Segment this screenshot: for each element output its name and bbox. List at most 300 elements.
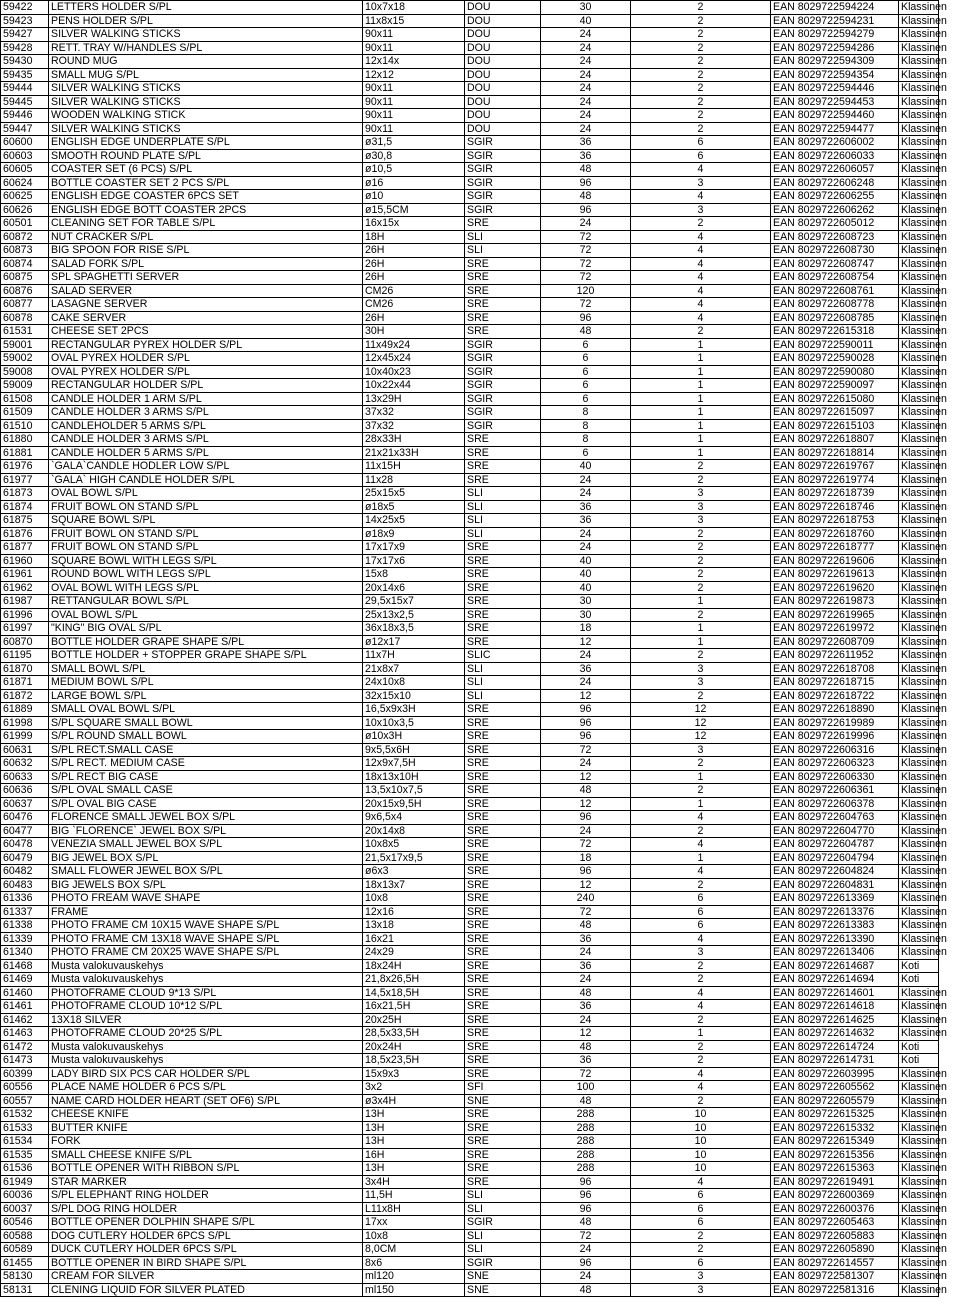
table-row <box>1 1256 939 1270</box>
item-ean: EAN 8029722594453 <box>771 95 899 109</box>
item-description: SILVER WALKING STICKS <box>49 82 363 96</box>
item-code: 61468 <box>1 959 49 973</box>
item-code: 61337 <box>1 905 49 919</box>
item-pack: 1 <box>631 635 771 649</box>
table-row <box>1 230 939 244</box>
item-ean: EAN 8029722613406 <box>771 946 899 960</box>
item-size: 18H <box>363 230 465 244</box>
item-ean: EAN 8029722581316 <box>771 1283 899 1297</box>
item-code: 61339 <box>1 932 49 946</box>
item-category: Klassinen <box>899 1027 939 1041</box>
item-code: 61870 <box>1 662 49 676</box>
item-material: DOU <box>465 1 541 15</box>
item-description: LADY BIRD SIX PCS CAR HOLDER S/PL <box>49 1067 363 1081</box>
item-code: 61510 <box>1 419 49 433</box>
item-size: 30H <box>363 325 465 339</box>
item-size: ø12x17 <box>363 635 465 649</box>
item-code: 59423 <box>1 14 49 28</box>
item-quantity: 24 <box>541 109 631 123</box>
item-quantity: 6 <box>541 365 631 379</box>
item-category: Klassinen <box>899 298 939 312</box>
item-ean: EAN 8029722608730 <box>771 244 899 258</box>
item-ean: EAN 8029722618760 <box>771 527 899 541</box>
table-row <box>1 838 939 852</box>
item-pack: 3 <box>631 1270 771 1284</box>
item-pack: 3 <box>631 1283 771 1297</box>
item-code: 58131 <box>1 1283 49 1297</box>
item-pack: 3 <box>631 946 771 960</box>
item-size: 21x8x7 <box>363 662 465 676</box>
item-ean: EAN 8029722615080 <box>771 392 899 406</box>
item-code: 61872 <box>1 689 49 703</box>
item-pack: 6 <box>631 1216 771 1230</box>
table-row <box>1 1013 939 1027</box>
table-row <box>1 28 939 42</box>
item-code: 61871 <box>1 676 49 690</box>
item-description: OVAL BOWL S/PL <box>49 487 363 501</box>
item-code: 61462 <box>1 1013 49 1027</box>
item-description: BOTTLE OPENER DOLPHIN SHAPE S/PL <box>49 1216 363 1230</box>
item-quantity: 120 <box>541 284 631 298</box>
item-ean: EAN 8029722594286 <box>771 41 899 55</box>
item-ean: EAN 8029722619613 <box>771 568 899 582</box>
item-description: COASTER SET (6 PCS) S/PL <box>49 163 363 177</box>
item-description: LASAGNE SERVER <box>49 298 363 312</box>
item-description: SILVER WALKING STICKS <box>49 28 363 42</box>
item-material: SLI <box>465 244 541 258</box>
item-code: 61473 <box>1 1054 49 1068</box>
item-description: FRUIT BOWL ON STAND S/PL <box>49 500 363 514</box>
item-pack: 4 <box>631 838 771 852</box>
item-ean: EAN 8029722614687 <box>771 959 899 973</box>
item-code: 60588 <box>1 1229 49 1243</box>
item-code: 60501 <box>1 217 49 231</box>
item-material: SRE <box>465 986 541 1000</box>
item-category: Koti <box>899 1040 939 1054</box>
item-code: 61999 <box>1 730 49 744</box>
item-quantity: 36 <box>541 662 631 676</box>
item-code: 60625 <box>1 190 49 204</box>
item-pack: 2 <box>631 122 771 136</box>
item-quantity: 12 <box>541 1027 631 1041</box>
item-description: Musta valokuvauskehys <box>49 1040 363 1054</box>
item-category: Klassinen <box>899 325 939 339</box>
item-code: 61532 <box>1 1108 49 1122</box>
item-pack: 2 <box>631 1040 771 1054</box>
item-quantity: 96 <box>541 203 631 217</box>
item-pack: 3 <box>631 743 771 757</box>
item-ean: EAN 8029722605463 <box>771 1216 899 1230</box>
item-description: BUTTER KNIFE <box>49 1121 363 1135</box>
table-row <box>1 392 939 406</box>
item-quantity: 24 <box>541 55 631 69</box>
item-pack: 1 <box>631 365 771 379</box>
item-code: 59002 <box>1 352 49 366</box>
item-quantity: 288 <box>541 1108 631 1122</box>
item-material: SRE <box>465 878 541 892</box>
item-ean: EAN 8029722594460 <box>771 109 899 123</box>
table-row <box>1 797 939 811</box>
item-description: SMALL CHEESE KNIFE S/PL <box>49 1148 363 1162</box>
item-category: Klassinen <box>899 662 939 676</box>
item-pack: 2 <box>631 82 771 96</box>
item-code: 60036 <box>1 1189 49 1203</box>
item-material: SRE <box>465 770 541 784</box>
item-description: FLORENCE SMALL JEWEL BOX S/PL <box>49 811 363 825</box>
item-code: 61472 <box>1 1040 49 1054</box>
item-description: CHEESE SET 2PCS <box>49 325 363 339</box>
item-size: 29,5x15x7 <box>363 595 465 609</box>
item-ean: EAN 8029722604824 <box>771 865 899 879</box>
item-material: SRE <box>465 1148 541 1162</box>
item-ean: EAN 8029722613376 <box>771 905 899 919</box>
table-row <box>1 109 939 123</box>
item-quantity: 36 <box>541 1054 631 1068</box>
item-code: 61509 <box>1 406 49 420</box>
item-material: SGIR <box>465 338 541 352</box>
item-category: Klassinen <box>899 649 939 663</box>
item-material: SGIR <box>465 392 541 406</box>
item-code: 61340 <box>1 946 49 960</box>
item-description: RECTANGULAR PYREX HOLDER S/PL <box>49 338 363 352</box>
item-code: 61997 <box>1 622 49 636</box>
item-pack: 2 <box>631 1013 771 1027</box>
item-description: S/PL SQUARE SMALL BOWL <box>49 716 363 730</box>
item-pack: 3 <box>631 662 771 676</box>
item-size: 36x18x3,5 <box>363 622 465 636</box>
item-ean: EAN 8029722614694 <box>771 973 899 987</box>
item-material: SRE <box>465 473 541 487</box>
item-size: 9x5,5x6H <box>363 743 465 757</box>
item-material: SLI <box>465 1189 541 1203</box>
item-code: 59445 <box>1 95 49 109</box>
table-row <box>1 1135 939 1149</box>
table-row <box>1 1148 939 1162</box>
item-pack: 2 <box>631 649 771 663</box>
item-description: CANDLE HOLDER 1 ARM S/PL <box>49 392 363 406</box>
item-pack: 3 <box>631 487 771 501</box>
item-category: Klassinen <box>899 892 939 906</box>
item-description: SMOOTH ROUND PLATE S/PL <box>49 149 363 163</box>
item-category: Klassinen <box>899 14 939 28</box>
item-description: S/PL ELEPHANT RING HOLDER <box>49 1189 363 1203</box>
item-quantity: 96 <box>541 176 631 190</box>
item-material: SRE <box>465 554 541 568</box>
item-size: 12x12 <box>363 68 465 82</box>
table-row <box>1 95 939 109</box>
item-size: 18,5x23,5H <box>363 1054 465 1068</box>
item-quantity: 72 <box>541 743 631 757</box>
item-category: Klassinen <box>899 190 939 204</box>
product-table-body <box>1 1 947 1297</box>
item-quantity: 8 <box>541 419 631 433</box>
item-quantity: 72 <box>541 1067 631 1081</box>
table-row <box>1 419 939 433</box>
item-description: S/PL RECT.SMALL CASE <box>49 743 363 757</box>
item-description: Musta valokuvauskehys <box>49 1054 363 1068</box>
item-quantity: 48 <box>541 325 631 339</box>
item-quantity: 24 <box>541 946 631 960</box>
item-material: SNE <box>465 1283 541 1297</box>
item-category: Klassinen <box>899 757 939 771</box>
item-description: DOG CUTLERY HOLDER 6PCS S/PL <box>49 1229 363 1243</box>
item-ean: EAN 8029722618890 <box>771 703 899 717</box>
item-quantity: 72 <box>541 271 631 285</box>
item-size: 26H <box>363 244 465 258</box>
table-row <box>1 946 939 960</box>
item-material: DOU <box>465 68 541 82</box>
item-quantity: 12 <box>541 635 631 649</box>
item-category: Klassinen <box>899 217 939 231</box>
item-size: ø16 <box>363 176 465 190</box>
table-row <box>1 1229 939 1243</box>
item-ean: EAN 8029722619965 <box>771 608 899 622</box>
item-pack: 2 <box>631 1243 771 1257</box>
item-material: SRE <box>465 622 541 636</box>
item-description: Musta valokuvauskehys <box>49 959 363 973</box>
table-row <box>1 932 939 946</box>
item-ean: EAN 8029722618708 <box>771 662 899 676</box>
item-ean: EAN 8029722606057 <box>771 163 899 177</box>
item-category: Klassinen <box>899 770 939 784</box>
item-ean: EAN 8029722590011 <box>771 338 899 352</box>
item-size: 20x15x9,5H <box>363 797 465 811</box>
item-category: Klassinen <box>899 1283 939 1297</box>
item-code: 59446 <box>1 109 49 123</box>
item-code: 60624 <box>1 176 49 190</box>
item-ean: EAN 8029722618746 <box>771 500 899 514</box>
item-code: 60482 <box>1 865 49 879</box>
item-ean: EAN 8029722615349 <box>771 1135 899 1149</box>
item-material: SRE <box>465 743 541 757</box>
item-quantity: 24 <box>541 1270 631 1284</box>
item-size: 10x7x18 <box>363 1 465 15</box>
item-pack: 2 <box>631 689 771 703</box>
table-row <box>1 581 939 595</box>
table-row <box>1 1027 939 1041</box>
item-size: 25x15x5 <box>363 487 465 501</box>
table-row <box>1 284 939 298</box>
item-code: 61873 <box>1 487 49 501</box>
item-material: SRE <box>465 1027 541 1041</box>
item-code: 60873 <box>1 244 49 258</box>
item-category: Klassinen <box>899 932 939 946</box>
item-description: NUT CRACKER S/PL <box>49 230 363 244</box>
item-material: SRE <box>465 919 541 933</box>
item-material: SRE <box>465 703 541 717</box>
item-code: 59422 <box>1 1 49 15</box>
item-quantity: 24 <box>541 217 631 231</box>
item-pack: 10 <box>631 1162 771 1176</box>
item-material: SGIR <box>465 1256 541 1270</box>
item-material: DOU <box>465 95 541 109</box>
item-ean: EAN 8029722619767 <box>771 460 899 474</box>
item-material: DOU <box>465 82 541 96</box>
item-description: BOTTLE OPENER IN BIRD SHAPE S/PL <box>49 1256 363 1270</box>
table-row <box>1 82 939 96</box>
item-description: BIG `FLORENCE` JEWEL BOX S/PL <box>49 824 363 838</box>
table-row <box>1 1283 939 1297</box>
item-code: 60633 <box>1 770 49 784</box>
item-pack: 1 <box>631 797 771 811</box>
item-quantity: 72 <box>541 298 631 312</box>
item-ean: EAN 8029722608709 <box>771 635 899 649</box>
item-code: 61455 <box>1 1256 49 1270</box>
table-row <box>1 122 939 136</box>
item-category: Klassinen <box>899 82 939 96</box>
item-ean: EAN 8029722604794 <box>771 851 899 865</box>
item-category: Klassinen <box>899 1067 939 1081</box>
item-description: S/PL OVAL SMALL CASE <box>49 784 363 798</box>
table-row <box>1 446 939 460</box>
item-description: SMALL FLOWER JEWEL BOX S/PL <box>49 865 363 879</box>
item-description: PHOTO FRAME CM 20X25 WAVE SHAPE S/PL <box>49 946 363 960</box>
item-pack: 4 <box>631 271 771 285</box>
item-pack: 4 <box>631 1175 771 1189</box>
item-material: SLI <box>465 1202 541 1216</box>
item-pack: 4 <box>631 163 771 177</box>
item-size: 90x11 <box>363 41 465 55</box>
item-size: 16,5x9x3H <box>363 703 465 717</box>
item-code: 60600 <box>1 136 49 150</box>
table-row <box>1 919 939 933</box>
item-quantity: 72 <box>541 1229 631 1243</box>
item-description: OVAL PYREX HOLDER S/PL <box>49 352 363 366</box>
table-row <box>1 473 939 487</box>
item-description: ENGLISH EDGE BOTT COASTER 2PCS <box>49 203 363 217</box>
item-category: Klassinen <box>899 568 939 582</box>
item-material: DOU <box>465 55 541 69</box>
item-quantity: 12 <box>541 689 631 703</box>
item-material: SRE <box>465 257 541 271</box>
item-pack: 1 <box>631 406 771 420</box>
item-pack: 6 <box>631 905 771 919</box>
item-category: Klassinen <box>899 865 939 879</box>
item-material: SRE <box>465 284 541 298</box>
item-size: 90x11 <box>363 122 465 136</box>
item-material: SLI <box>465 527 541 541</box>
item-pack: 2 <box>631 784 771 798</box>
item-ean: EAN 8029722590080 <box>771 365 899 379</box>
item-code: 60626 <box>1 203 49 217</box>
item-ean: EAN 8029722604770 <box>771 824 899 838</box>
item-material: SLI <box>465 230 541 244</box>
item-material: SRE <box>465 838 541 852</box>
item-pack: 4 <box>631 230 771 244</box>
item-category: Koti <box>899 959 939 973</box>
item-category: Klassinen <box>899 406 939 420</box>
item-pack: 3 <box>631 176 771 190</box>
item-category: Koti <box>899 1054 939 1068</box>
table-row <box>1 595 939 609</box>
item-material: SLI <box>465 689 541 703</box>
item-size: 16x15x <box>363 217 465 231</box>
table-row <box>1 217 939 231</box>
item-description: S/PL OVAL BIG CASE <box>49 797 363 811</box>
item-material: SGIR <box>465 365 541 379</box>
item-material: SGIR <box>465 190 541 204</box>
item-size: 10x8x5 <box>363 838 465 852</box>
item-quantity: 24 <box>541 68 631 82</box>
item-category: Klassinen <box>899 838 939 852</box>
item-description: SPL SPAGHETTI SERVER <box>49 271 363 285</box>
item-description: SQUARE BOWL S/PL <box>49 514 363 528</box>
item-ean: EAN 8029722614724 <box>771 1040 899 1054</box>
item-description: OVAL BOWL WITH LEGS S/PL <box>49 581 363 595</box>
item-description: BOTTLE OPENER WITH RIBBON S/PL <box>49 1162 363 1176</box>
item-quantity: 36 <box>541 1000 631 1014</box>
item-material: SRE <box>465 433 541 447</box>
item-quantity: 12 <box>541 770 631 784</box>
item-quantity: 6 <box>541 352 631 366</box>
item-pack: 2 <box>631 554 771 568</box>
item-size: 20x25H <box>363 1013 465 1027</box>
item-size: 14x25x5 <box>363 514 465 528</box>
table-row <box>1 770 939 784</box>
item-size: 32x15x10 <box>363 689 465 703</box>
item-category: Klassinen <box>899 487 939 501</box>
table-row <box>1 68 939 82</box>
item-code: 61875 <box>1 514 49 528</box>
item-code: 61461 <box>1 1000 49 1014</box>
item-material: SGIR <box>465 203 541 217</box>
item-ean: EAN 8029722581307 <box>771 1270 899 1284</box>
item-quantity: 18 <box>541 622 631 636</box>
item-material: DOU <box>465 41 541 55</box>
item-size: 20x14x6 <box>363 581 465 595</box>
table-row <box>1 554 939 568</box>
item-quantity: 100 <box>541 1081 631 1095</box>
item-description: FRUIT BOWL ON STAND S/PL <box>49 527 363 541</box>
item-code: 61535 <box>1 1148 49 1162</box>
table-row <box>1 136 939 150</box>
item-description: CLEANING SET FOR TABLE S/PL <box>49 217 363 231</box>
item-size: 3x4H <box>363 1175 465 1189</box>
item-pack: 1 <box>631 392 771 406</box>
table-row <box>1 851 939 865</box>
item-description: DUCK CUTLERY HOLDER 6PCS S/PL <box>49 1243 363 1257</box>
item-material: SRE <box>465 1000 541 1014</box>
item-material: SRE <box>465 311 541 325</box>
table-row <box>1 865 939 879</box>
item-pack: 12 <box>631 716 771 730</box>
item-material: SRE <box>465 581 541 595</box>
item-quantity: 96 <box>541 311 631 325</box>
item-material: SRE <box>465 446 541 460</box>
item-description: S/PL DOG RING HOLDER <box>49 1202 363 1216</box>
item-code: 61508 <box>1 392 49 406</box>
item-ean: EAN 8029722613390 <box>771 932 899 946</box>
item-quantity: 72 <box>541 230 631 244</box>
item-pack: 10 <box>631 1135 771 1149</box>
item-material: SGIR <box>465 163 541 177</box>
item-material: SRE <box>465 784 541 798</box>
item-description: SMALL BOWL S/PL <box>49 662 363 676</box>
item-pack: 2 <box>631 28 771 42</box>
table-row <box>1 541 939 555</box>
item-ean: EAN 8029722608785 <box>771 311 899 325</box>
item-size: 20x24H <box>363 1040 465 1054</box>
table-row <box>1 176 939 190</box>
item-pack: 2 <box>631 109 771 123</box>
item-description: SQUARE BOWL WITH LEGS S/PL <box>49 554 363 568</box>
item-description: RECTANGULAR HOLDER S/PL <box>49 379 363 393</box>
table-row <box>1 1040 939 1054</box>
item-size: 12x16 <box>363 905 465 919</box>
item-description: PHOTOFRAME CLOUD 10*12 S/PL <box>49 1000 363 1014</box>
item-code: 61469 <box>1 973 49 987</box>
item-code: 59444 <box>1 82 49 96</box>
